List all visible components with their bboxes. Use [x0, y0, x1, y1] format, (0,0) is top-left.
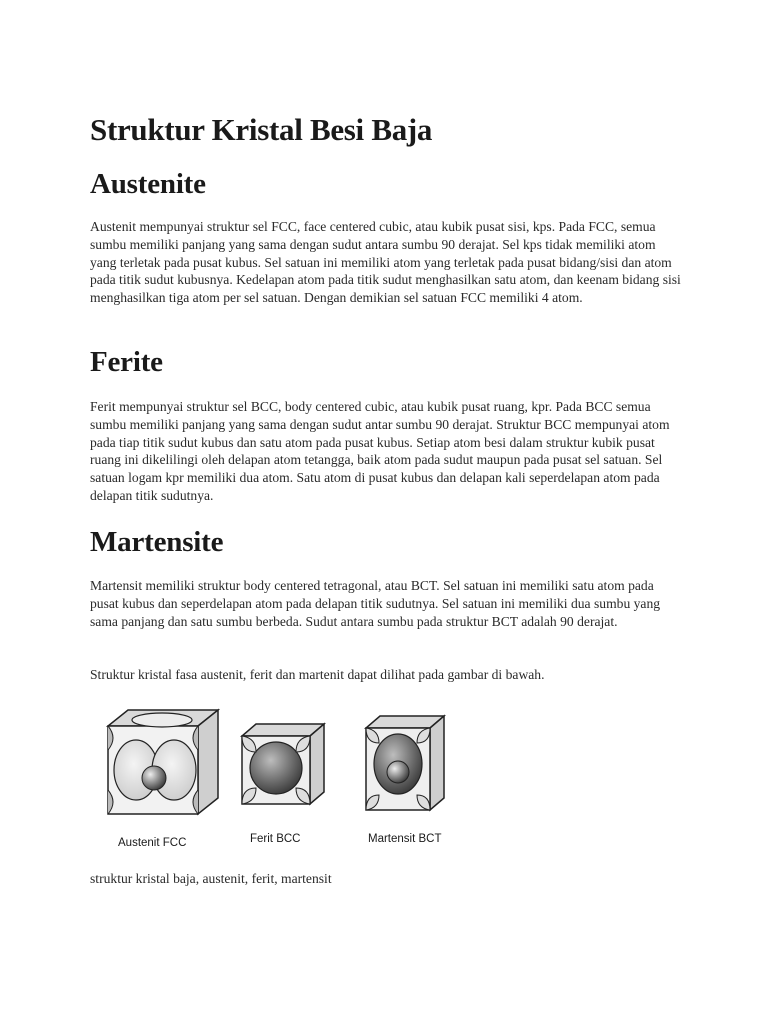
paragraph-martensite: Martensit memiliki struktur body centered tetragonal, atau BCT. Sel satuan ini memiliki satu atom pada pusat kubus dan seperdelapan atom pada delapan titik sudutnya. Sel satuan ini memiliki dua sumbu yang sama panjang dan satu sumbu berbeda. Sudut antara sumbu pada struktur BCT adalah 90 derajat.: [90, 578, 661, 629]
heading-martensite: Martensite: [90, 526, 224, 558]
figure-label-fcc: Austenit FCC: [118, 837, 187, 849]
heading-austenite: Austenite: [90, 168, 206, 200]
figure-label-bct: Martensit BCT: [368, 833, 442, 845]
heading-ferite: Ferite: [90, 346, 163, 378]
figure-label-bcc: Ferit BCC: [250, 833, 301, 845]
bct-unit-cell-icon: [366, 716, 444, 810]
figure-caption: struktur kristal baja, austenit, ferit, martensit: [90, 871, 332, 886]
paragraph-austenite: Austenit mempunyai struktur sel FCC, face centered cubic, atau kubik pusat sisi, kps. Pada FCC, semua sumbu memiliki panjang yang sama dengan sudut antara sumbu 90 derajat. Sel kps tidak memiliki atom yang terletak pada pusat kubus. Sel satuan ini memiliki atom yang terletak pada pusat bidang/sisi dan atom pada titik sudut kubusnya. Kedelapan atom pada titik sudut menghasilkan satu atom, dan keenam bidang sisi menghasilkan tiga atom per sel satuan. Dengan demikian sel satuan FCC memiliki 4 atom.: [90, 219, 681, 306]
paragraph-ferite: Ferit mempunyai struktur sel BCC, body centered cubic, atau kubik pusat ruang, kpr. Pada BCC semua sumbu memiliki panjang yang sama dengan sudut antar sumbu 90 derajat. Struktur BCC mempunyai atom pada tiap titik sudut kubus dan satu atom pada pusat kubus. Setiap atom besi dalam struktur kubik pusat ruang ini dikelilingi oleh delapan atom tetangga, baik atom pada sudut maupun pada pusat sel satuan. Sel satuan logam kpr memiliki dua atom. Satu atom di pusat kubus dan delapan kali seperdelapan atom pada delapan titik sudutnya.: [90, 399, 670, 503]
crystal-structure-figure: [100, 706, 460, 856]
bcc-unit-cell-icon: [242, 724, 324, 804]
page-title: Struktur Kristal Besi Baja: [90, 112, 433, 147]
fcc-unit-cell-icon: [108, 710, 218, 814]
figure-intro-text: Struktur kristal fasa austenit, ferit dan martenit dapat dilihat pada gambar di bawah.: [90, 667, 545, 682]
